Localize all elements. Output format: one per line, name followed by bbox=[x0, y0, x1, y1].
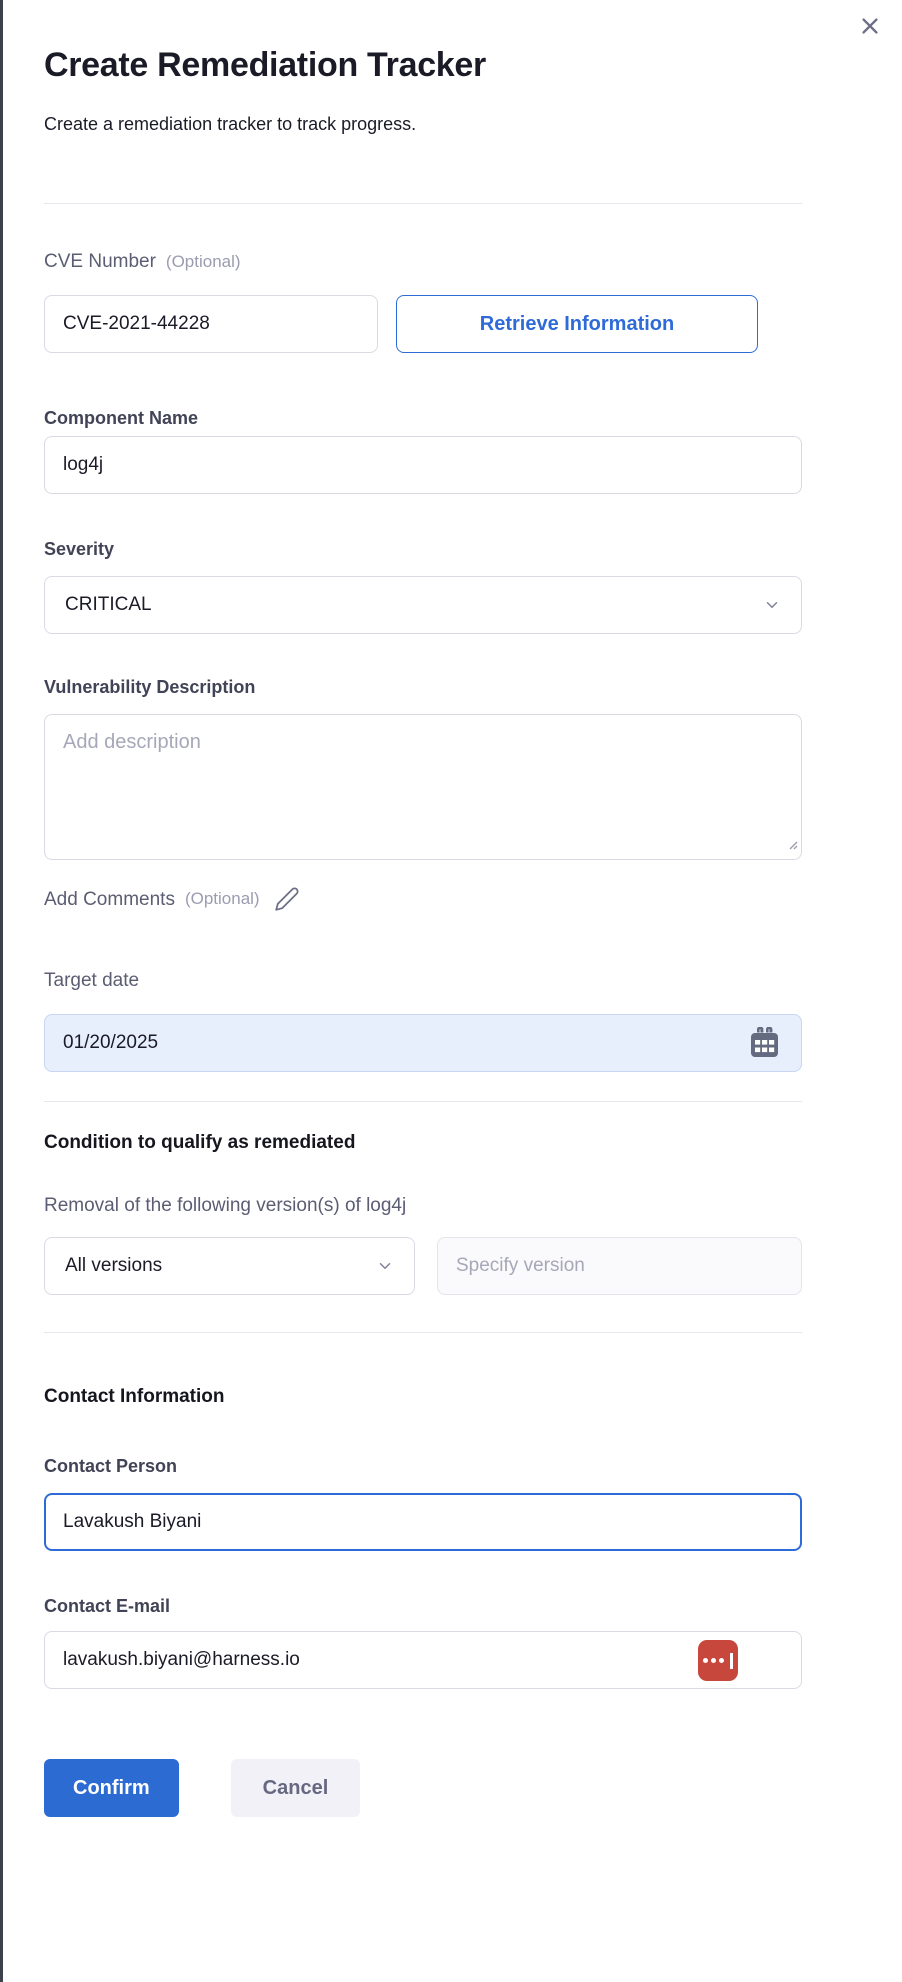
vulnerability-description-textarea[interactable] bbox=[44, 714, 802, 860]
lastpass-icon bbox=[703, 1653, 733, 1669]
chevron-down-icon bbox=[376, 1257, 394, 1275]
divider bbox=[44, 1101, 802, 1102]
severity-select[interactable] bbox=[44, 576, 802, 634]
contact-information-heading: Contact Information bbox=[44, 1386, 225, 1407]
divider bbox=[44, 203, 802, 204]
divider bbox=[44, 1332, 802, 1333]
calendar-icon bbox=[749, 1027, 780, 1060]
pencil-icon bbox=[274, 886, 300, 912]
calendar-button[interactable] bbox=[749, 1027, 780, 1060]
condition-heading: Condition to qualify as remediated bbox=[44, 1132, 356, 1153]
contact-email-label: Contact E-mail bbox=[44, 1596, 171, 1616]
confirm-button[interactable]: Confirm bbox=[44, 1759, 179, 1817]
edit-comments-button[interactable] bbox=[274, 886, 300, 912]
version-mode-selected-value: All versions bbox=[65, 1255, 163, 1276]
severity-label: Severity bbox=[44, 539, 115, 559]
contact-person-input[interactable] bbox=[44, 1493, 802, 1551]
page-title: Create Remediation Tracker bbox=[44, 46, 486, 84]
target-date-input[interactable] bbox=[44, 1014, 802, 1072]
close-button[interactable] bbox=[856, 12, 884, 40]
comments-optional-tag: (Optional) bbox=[184, 889, 260, 908]
cancel-button[interactable]: Cancel bbox=[231, 1759, 361, 1817]
textarea-resize-handle[interactable] bbox=[787, 837, 798, 855]
chevron-down-icon bbox=[763, 596, 781, 614]
modal-subtitle: Create a remediation tracker to track progress. bbox=[44, 114, 417, 134]
close-icon bbox=[859, 15, 881, 37]
contact-email-input[interactable] bbox=[44, 1631, 802, 1689]
retrieve-information-button[interactable]: Retrieve Information bbox=[396, 295, 758, 353]
cve-number-input[interactable] bbox=[44, 295, 378, 353]
contact-person-label: Contact Person bbox=[44, 1456, 178, 1476]
component-name-label: Component Name bbox=[44, 408, 199, 428]
add-comments-label: Add Comments bbox=[44, 888, 175, 910]
version-mode-select[interactable] bbox=[44, 1237, 415, 1295]
severity-selected-value: CRITICAL bbox=[65, 594, 152, 615]
cve-number-label: CVE Number bbox=[44, 251, 156, 272]
password-manager-autofill-button[interactable] bbox=[698, 1640, 738, 1681]
specify-version-input[interactable] bbox=[437, 1237, 802, 1295]
component-name-input[interactable] bbox=[44, 436, 802, 494]
vulnerability-description-label: Vulnerability Description bbox=[44, 677, 256, 697]
target-date-label: Target date bbox=[44, 970, 140, 991]
cve-optional-tag: (Optional) bbox=[165, 252, 241, 271]
condition-subtext: Removal of the following version(s) of log4j bbox=[44, 1195, 407, 1216]
